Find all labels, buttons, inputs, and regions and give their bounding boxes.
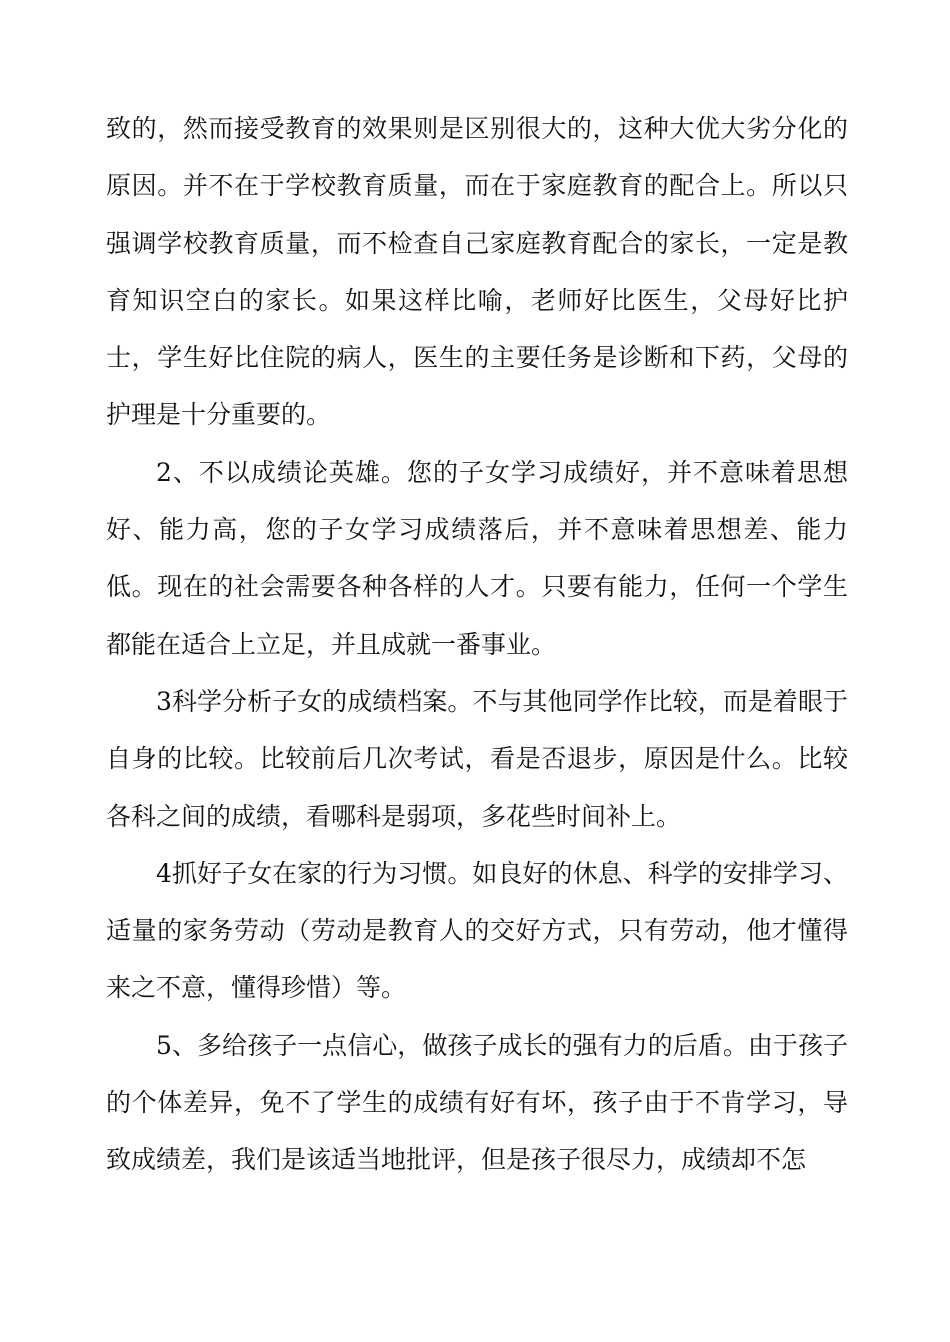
paragraph-item-2: 2、不以成绩论英雄。您的子女学习成绩好，并不意味着思想好、能力高，您的子女学习成绩落后，并不意味着思想差、能力低。现在的社会需要各种各样的人才。只要有能力，任何一个学生都能在适合上立足，并且成就一番事业。	[106, 457, 848, 659]
document-page	[106, 100, 848, 1189]
paragraph-continued: 致的，然而接受教育的效果则是区别很大的，这种大优大劣分化的原因。并不在于学校教育质量，而在于家庭教育的配合上。所以只强调学校教育质量，而不检查自己家庭教育配合的家长，一定是教育知识空白的家长。如果这样比喻，老师好比医生，父母好比护士，学生好比住院的病人，医生的主要任务是诊断和下药，父母的护理是十分重要的。	[106, 114, 848, 430]
paragraph-item-5: 5、多给孩子一点信心，做孩子成长的强有力的后盾。由于孩子的个体差异，免不了学生的成绩有好有坏，孩子由于不肯学习，导致成绩差，我们是该适当地批评，但是孩子很尽力，成绩却不怎	[106, 1030, 848, 1175]
paragraph-item-3: 3科学分析子女的成绩档案。不与其他同学作比较，而是着眼于自身的比较。比较前后几次考试，看是否退步，原因是什么。比较各科之间的成绩，看哪科是弱项，多花些时间补上。	[106, 686, 848, 831]
paragraph-item-4: 4抓好子女在家的行为习惯。如良好的休息、科学的安排学习、适量的家务劳动（劳动是教育人的交好方式，只有劳动，他才懂得来之不意，懂得珍惜）等。	[106, 858, 848, 1003]
